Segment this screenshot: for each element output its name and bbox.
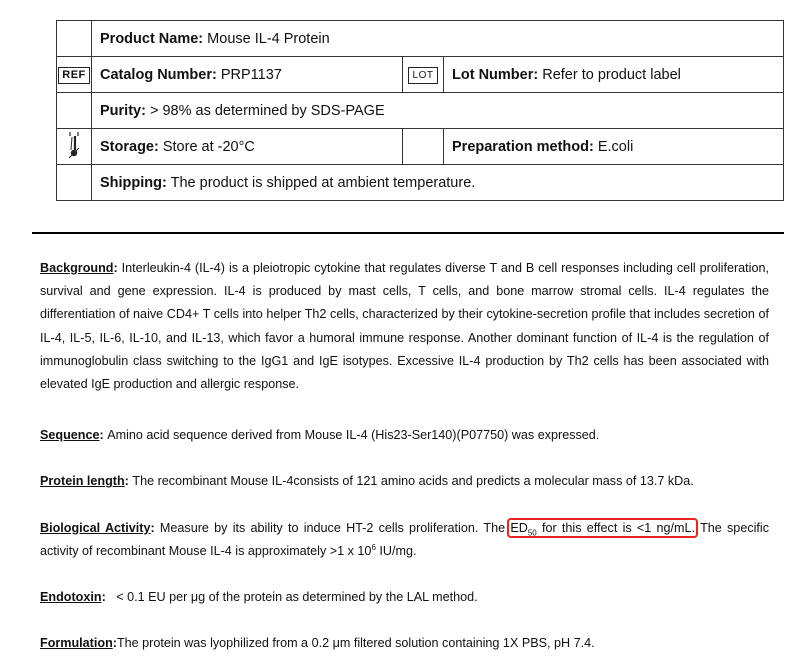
divider-line xyxy=(32,232,784,234)
specific-activity-text: The specific activity of recombinant Mouse IL-4 is approximately >1 x 10 xyxy=(40,520,770,558)
prep-cell xyxy=(444,129,784,165)
purity-label: Purity: xyxy=(100,102,146,119)
bio-activity-paragraph: Biological Activity: Measure by its ability to induce HT-2 cells proliferation. The $ED_{50}$ for this effect is <1 ng/mL. The specific activity of recombinant Mouse IL-4 is approximately >1 x $10^6$ IU/mg. xyxy=(40,520,770,558)
shipping-label: Shipping: xyxy=(100,174,167,191)
product-info-table xyxy=(56,20,784,201)
lot-icon-cell xyxy=(403,57,444,93)
sequence-text: Amino acid sequence derived from Mouse IL-4 (His23-Ser140)(P07750) was expressed. xyxy=(107,428,600,443)
purity-value: > 98% as determined by SDS-PAGE xyxy=(149,102,385,119)
row-storage xyxy=(57,129,784,165)
background-heading: Background xyxy=(40,261,114,275)
row-catalog xyxy=(57,57,784,93)
empty-icon-cell xyxy=(57,21,92,57)
purity-cell xyxy=(92,93,784,129)
row-shipping xyxy=(57,165,784,201)
product-name-cell xyxy=(92,21,784,57)
row-product-name xyxy=(57,21,784,57)
exponent: 6 xyxy=(371,542,376,552)
empty-icon-cell xyxy=(57,93,92,129)
prep-value: E.coli xyxy=(597,138,634,155)
formulation-text: The protein was lyophilized from a 0.2 μm filtered solution containing 1X PBS, pH 7.4. xyxy=(116,636,595,651)
ed-label: ED xyxy=(510,520,528,535)
storage-value: Store at -20°C xyxy=(162,138,255,155)
thermometer-icon xyxy=(65,130,83,160)
ed50-highlight xyxy=(510,520,696,538)
thermometer-icon-cell xyxy=(57,129,92,165)
endotoxin-heading: Endotoxin xyxy=(40,590,102,605)
storage-label: Storage: xyxy=(100,138,159,155)
shipping-cell xyxy=(92,165,784,201)
ref-box-icon: REF xyxy=(58,67,90,84)
prep-label: Preparation method: xyxy=(452,138,594,155)
bio-activity-text: Measure by its ability to induce HT-2 cells proliferation. The xyxy=(159,520,511,535)
ed-subscript: 50 xyxy=(527,528,537,538)
empty-icon-cell xyxy=(57,165,92,201)
lot-value: Refer to product label xyxy=(542,66,681,83)
sequence-heading: Sequence xyxy=(40,428,100,443)
ed50-value: for this effect is <1 ng/mL. xyxy=(536,520,696,535)
activity-units: IU/mg. xyxy=(375,543,417,558)
product-name-value: Mouse IL-4 Protein xyxy=(207,30,330,47)
endotoxin-paragraph: Endotoxin: < 0.1 EU per μg of the protein as determined by the LAL method. xyxy=(40,590,478,605)
shipping-value: The product is shipped at ambient temperature. xyxy=(170,174,476,191)
catalog-value: PRP1137 xyxy=(220,66,282,83)
background-text: Interleukin-4 (IL-4) is a pleiotropic cytokine that regulates diverse T and B cell responses including cell proliferation, survival and gene expression. IL-4 is produced by mast cells, T cells, and bone marrow stromal cells. IL-4 regulates the differentiation of naive CD4+ T cells into helper Th2 cells, characterized by their cytokine-secretion profile that includes secretion of IL-4, IL-5, IL-6, IL-10, and IL-13, which favor a humoral immune response. Another dominant function of IL-4 is the regulation of immunoglobulin class switching to the IgG1 and IgE isotypes. Excessive IL-4 production by Th2 cells has been associated with elevated IgE production and allergic response. xyxy=(40,261,769,392)
catalog-cell xyxy=(92,57,403,93)
description-section xyxy=(40,257,769,655)
empty-icon-cell xyxy=(403,129,444,165)
catalog-label: Catalog Number: xyxy=(100,66,217,83)
lot-cell xyxy=(444,57,784,93)
formulation-paragraph: Formulation:The protein was lyophilized from a 0.2 μm filtered solution containing 1X PBS, pH 7.4. xyxy=(40,636,595,651)
row-purity xyxy=(57,93,784,129)
storage-cell xyxy=(92,129,403,165)
background-paragraph: Background: Interleukin-4 (IL-4) is a pleiotropic cytokine that regulates diverse T and B cell responses including cell proliferation, survival and gene expression. IL-4 is produced by mast cells, T cells, and bone marrow stromal cells. IL-4 regulates the differentiation of naive CD4+ T cells into helper Th2 cells, characterized by their cytokine-secretion profile that includes secretion of IL-4, IL-5, IL-6, IL-10, and IL-13, which favor a humoral immune response. Another dominant function of IL-4 is the regulation of immunoglobulin class switching to the IgG1 and IgE isotypes. Excessive IL-4 production by Th2 cells has been associated with elevated IgE production and allergic response. xyxy=(40,261,769,392)
protein-length-paragraph: Protein length: The recombinant Mouse IL-4consists of 121 amino acids and predicts a molecular mass of 13.7 kDa. xyxy=(40,474,694,489)
protein-length-heading: Protein length xyxy=(40,474,125,489)
lot-label: Lot Number: xyxy=(452,66,539,83)
sequence-paragraph: Sequence: Amino acid sequence derived from Mouse IL-4 (His23-Ser140)(P07750) was expressed. xyxy=(40,428,600,443)
ref-icon-cell xyxy=(57,57,92,93)
formulation-heading: Formulation xyxy=(40,636,113,651)
product-name-label: Product Name: xyxy=(100,30,204,47)
protein-length-text: The recombinant Mouse IL-4consists of 121 amino acids and predicts a molecular mass of 13.7 kDa. xyxy=(132,474,694,489)
lot-box-icon: LOT xyxy=(408,67,439,84)
bio-activity-heading: Biological Activity xyxy=(40,520,151,535)
endotoxin-text: < 0.1 EU per μg of the protein as determined by the LAL method. xyxy=(116,590,478,605)
